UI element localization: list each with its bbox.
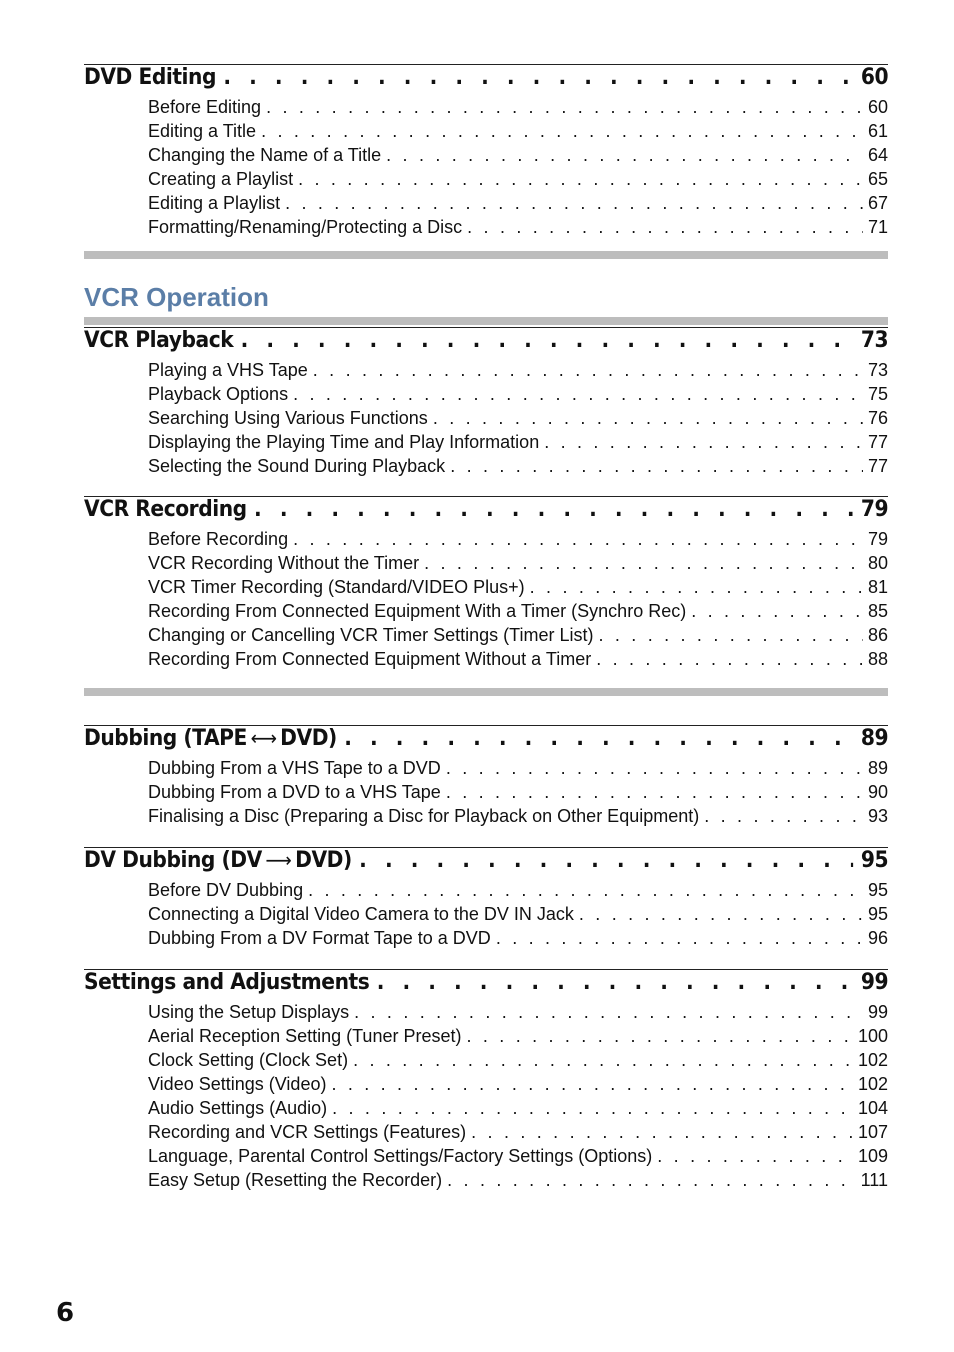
dot-leader	[241, 328, 854, 353]
dot-leader	[353, 1050, 853, 1071]
entry-title: Language, Parental Control Settings/Factory Settings (Options)	[148, 1146, 653, 1166]
dot-leader	[266, 97, 863, 118]
entry-page: 79	[867, 529, 888, 549]
entry-list	[148, 880, 888, 952]
toc-section-settings	[84, 970, 888, 1194]
toc-entry[interactable]	[148, 97, 888, 121]
gray-separator	[84, 688, 888, 696]
toc-entry[interactable]	[148, 529, 888, 553]
toc-entry[interactable]	[148, 1170, 888, 1194]
entry-title: Clock Setting (Clock Set)	[148, 1050, 349, 1070]
section-page: 99	[860, 970, 889, 995]
entry-page: 71	[867, 217, 888, 237]
entry-title: Dubbing From a DV Format Tape to a DVD	[148, 928, 491, 948]
right-arrow-icon: ⟶	[265, 848, 292, 872]
entry-page: 96	[867, 928, 888, 948]
gray-separator	[84, 317, 888, 325]
entry-title: Searching Using Various Functions	[148, 408, 428, 428]
entry-title: Easy Setup (Resetting the Recorder)	[148, 1170, 443, 1190]
entry-title: Displaying the Playing Time and Play Information	[148, 432, 540, 452]
dot-leader	[496, 928, 863, 949]
entry-page: 67	[867, 193, 888, 213]
dot-leader	[704, 806, 863, 827]
toc-entry[interactable]	[148, 217, 888, 241]
dot-leader	[424, 553, 863, 574]
dot-leader	[433, 408, 863, 429]
toc-section-vcr-playback	[84, 328, 888, 480]
section-page: 79	[860, 497, 889, 522]
toc-section-vcr-recording	[84, 497, 888, 673]
entry-title: Before Recording	[148, 529, 289, 549]
entry-page: 80	[867, 553, 888, 573]
entry-title: Playback Options	[148, 384, 289, 404]
gray-separator	[84, 251, 888, 259]
toc-entry[interactable]	[148, 1026, 888, 1050]
section-title	[84, 848, 352, 873]
dot-leader	[446, 782, 863, 803]
entry-title: Formatting/Renaming/Protecting a Disc	[148, 217, 463, 237]
entry-title: Aerial Reception Setting (Tuner Preset)	[148, 1026, 462, 1046]
entry-title: Audio Settings (Audio)	[148, 1098, 328, 1118]
section-title: DVD Editing	[84, 65, 217, 90]
toc-entry[interactable]	[148, 880, 888, 904]
part-title: VCR Operation	[84, 282, 269, 312]
toc-section-dvd-editing	[84, 65, 888, 241]
section-title-end: DVD)	[295, 848, 352, 873]
page-number: 6	[56, 1298, 75, 1328]
dot-leader	[293, 384, 863, 405]
dot-leader	[285, 193, 863, 214]
toc-entry[interactable]	[148, 806, 888, 830]
entry-page: 102	[857, 1050, 888, 1070]
toc-entry[interactable]	[148, 1074, 888, 1098]
toc-entry[interactable]	[148, 360, 888, 384]
entry-list	[148, 360, 888, 480]
toc-entry[interactable]	[148, 408, 888, 432]
entry-title: Recording and VCR Settings (Features)	[148, 1122, 467, 1142]
entry-page: 107	[857, 1122, 888, 1142]
dot-leader	[691, 601, 863, 622]
dot-leader	[466, 1026, 852, 1047]
dot-leader	[331, 1074, 853, 1095]
entry-title: Selecting the Sound During Playback	[148, 456, 446, 476]
section-title: VCR Playback	[84, 328, 234, 353]
toc-entry[interactable]	[148, 904, 888, 928]
toc-entry[interactable]	[148, 384, 888, 408]
toc-entry[interactable]	[148, 928, 888, 952]
dot-leader	[657, 1146, 853, 1167]
entry-title: Playing a VHS Tape	[148, 360, 308, 380]
toc-entry[interactable]	[148, 553, 888, 577]
toc-entry[interactable]	[148, 782, 888, 806]
entry-title: Video Settings (Video)	[148, 1074, 327, 1094]
entry-title: Creating a Playlist	[148, 169, 294, 189]
dot-leader	[359, 848, 853, 873]
toc-entry[interactable]	[148, 456, 888, 480]
toc-entry[interactable]	[148, 432, 888, 456]
dot-leader	[471, 1122, 853, 1143]
entry-page: 90	[867, 782, 888, 802]
section-page: 73	[860, 328, 889, 353]
entry-title: Dubbing From a DVD to a VHS Tape	[148, 782, 441, 802]
toc-entry[interactable]	[148, 1002, 888, 1026]
entry-page: 111	[860, 1170, 888, 1190]
entry-list	[148, 758, 888, 830]
dot-leader	[254, 497, 853, 522]
section-heading[interactable]	[84, 726, 888, 758]
dot-leader	[344, 726, 853, 751]
dot-leader	[596, 649, 863, 670]
dot-leader	[544, 432, 863, 453]
dot-leader	[530, 577, 863, 598]
section-title	[84, 726, 337, 751]
section-heading[interactable]	[84, 328, 888, 360]
dot-leader	[447, 1170, 855, 1191]
entry-page: 85	[867, 601, 888, 621]
entry-title: VCR Recording Without the Timer	[148, 553, 420, 573]
entry-page: 65	[867, 169, 888, 189]
entry-title: Recording From Connected Equipment Without a Timer	[148, 649, 592, 669]
section-heading[interactable]	[84, 497, 888, 529]
entry-page: 77	[867, 456, 888, 476]
section-page: 60	[860, 65, 889, 90]
dot-leader	[298, 169, 863, 190]
section-page: 95	[860, 848, 889, 873]
section-heading[interactable]	[84, 65, 888, 97]
section-title-start: DV Dubbing (DV	[84, 848, 262, 873]
entry-list	[148, 529, 888, 673]
toc-entry[interactable]	[148, 145, 888, 169]
toc-entry[interactable]	[148, 625, 888, 649]
toc-entry[interactable]	[148, 601, 888, 625]
entry-title: Dubbing From a VHS Tape to a DVD	[148, 758, 441, 778]
section-heading[interactable]	[84, 848, 888, 880]
toc-entry[interactable]	[148, 649, 888, 673]
dot-leader	[386, 145, 863, 166]
section-title: Settings and Adjustments	[84, 970, 370, 995]
dot-leader	[332, 1098, 853, 1119]
toc-section-dv-dubbing	[84, 848, 888, 952]
entry-title: Before DV Dubbing	[148, 880, 304, 900]
double-arrow-icon: ⟷	[250, 726, 277, 750]
entry-title: Recording From Connected Equipment With a Timer (Synchro Rec)	[148, 601, 687, 621]
dot-leader	[261, 121, 863, 142]
entry-page: 109	[857, 1146, 888, 1166]
section-title: VCR Recording	[84, 497, 247, 522]
dot-leader	[377, 970, 854, 995]
entry-page: 77	[867, 432, 888, 452]
entry-page: 88	[867, 649, 888, 669]
entry-list	[148, 1002, 888, 1194]
entry-page: 86	[867, 625, 888, 645]
entry-title: Changing or Cancelling VCR Timer Settings (Timer List)	[148, 625, 594, 645]
entry-page: 61	[867, 121, 888, 141]
dot-leader	[223, 65, 853, 90]
toc-entry[interactable]	[148, 121, 888, 145]
section-heading[interactable]	[84, 970, 888, 1002]
dot-leader	[308, 880, 863, 901]
entry-page: 99	[867, 1002, 888, 1022]
entry-page: 89	[867, 758, 888, 778]
dot-leader	[313, 360, 863, 381]
entry-title: VCR Timer Recording (Standard/VIDEO Plus+)	[148, 577, 525, 597]
entry-title: Finalising a Disc (Preparing a Disc for Playback on Other Equipment)	[148, 806, 700, 826]
dot-leader	[354, 1002, 863, 1023]
dot-leader	[293, 529, 863, 550]
entry-title: Changing the Name of a Title	[148, 145, 382, 165]
entry-page: 93	[867, 806, 888, 826]
entry-page: 75	[867, 384, 888, 404]
toc-entry[interactable]	[148, 577, 888, 601]
entry-title: Editing a Title	[148, 121, 257, 141]
entry-title: Connecting a Digital Video Camera to the DV IN Jack	[148, 904, 574, 924]
entry-page: 95	[867, 904, 888, 924]
entry-page: 81	[867, 577, 888, 597]
entry-page: 76	[867, 408, 888, 428]
toc-section-dubbing	[84, 726, 888, 830]
entry-title: Using the Setup Displays	[148, 1002, 350, 1022]
toc-entry[interactable]	[148, 1098, 888, 1122]
section-page: 89	[860, 726, 889, 751]
toc-entry[interactable]	[148, 1146, 888, 1170]
section-title-end: DVD)	[280, 726, 337, 751]
entry-page: 100	[857, 1026, 888, 1046]
dot-leader	[446, 758, 863, 779]
entry-title: Before Editing	[148, 97, 262, 117]
dot-leader	[467, 217, 863, 238]
entry-page: 60	[867, 97, 888, 117]
toc-entry[interactable]	[148, 169, 888, 193]
entry-page: 64	[867, 145, 888, 165]
toc-entry[interactable]	[148, 1122, 888, 1146]
entry-list	[148, 97, 888, 241]
section-title-start: Dubbing (TAPE	[84, 726, 247, 751]
entry-page: 95	[867, 880, 888, 900]
toc-entry[interactable]	[148, 758, 888, 782]
dot-leader	[599, 625, 863, 646]
entry-page: 104	[857, 1098, 888, 1118]
toc-entry[interactable]	[148, 193, 888, 217]
dot-leader	[450, 456, 863, 477]
entry-page: 102	[857, 1074, 888, 1094]
entry-title: Editing a Playlist	[148, 193, 281, 213]
entry-page: 73	[867, 360, 888, 380]
dot-leader	[579, 904, 863, 925]
toc-entry[interactable]	[148, 1050, 888, 1074]
